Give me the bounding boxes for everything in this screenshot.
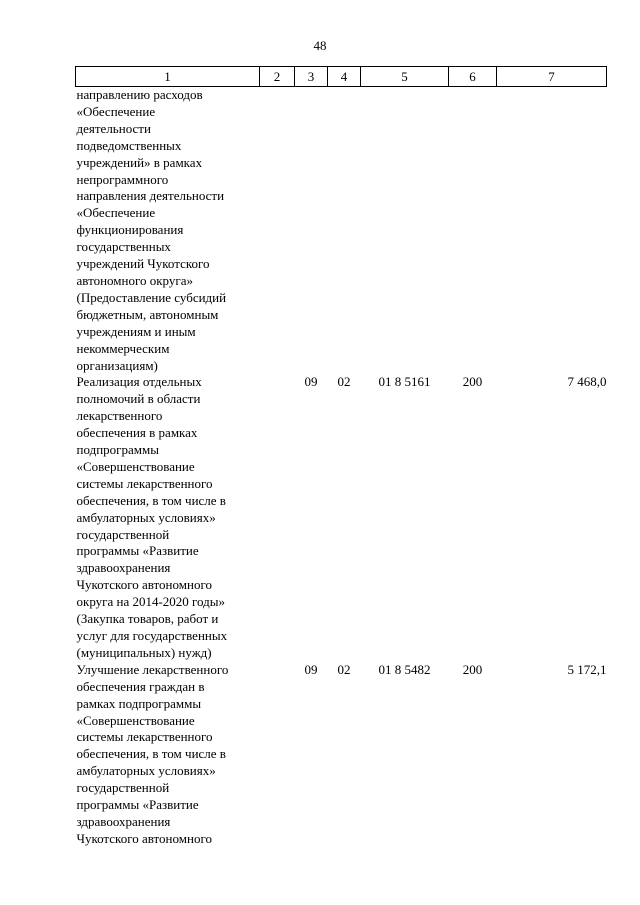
- row-name-line: подпрограммы: [76, 442, 159, 458]
- table-row: [76, 374, 607, 661]
- row-name-line: амбулаторных условиях»: [76, 509, 216, 525]
- row-name-line: функционирования: [76, 222, 184, 238]
- row-name-line: «Совершенствование: [76, 458, 195, 474]
- row-name-line: государственной: [76, 526, 170, 542]
- row-name-line: полномочий в области: [76, 391, 201, 407]
- row-name-line: здравоохранения: [76, 813, 171, 829]
- page-number: 48: [313, 38, 327, 53]
- row-name-line: системы лекарственного: [76, 729, 213, 745]
- row-name-line: Чукотского автономного: [76, 830, 212, 846]
- row-name-line: услуг для государственных: [76, 628, 228, 643]
- row-col-2-cell: [260, 662, 295, 848]
- budget-table: [75, 66, 607, 848]
- table-body: [76, 87, 607, 848]
- row-subsection-cell: 02: [337, 661, 351, 677]
- row-name-cell: [76, 662, 260, 848]
- row-name-line: (Закупка товаров, работ и: [76, 611, 219, 627]
- row-target-article-cell: 01 8 5161: [378, 374, 431, 390]
- row-name-line: учреждений Чукотского: [76, 256, 210, 272]
- row-name-cell: [76, 87, 260, 375]
- row-name-line: непрограммного: [76, 171, 169, 187]
- row-name-line: «Совершенствование: [76, 712, 195, 728]
- row-name-line: рамках подпрограммы: [76, 695, 202, 711]
- row-name-line: государственной: [76, 780, 170, 796]
- row-name-line: системы лекарственного: [76, 475, 213, 491]
- header-col-5: 5: [361, 67, 449, 87]
- row-name-line: обеспечения, в том числе в: [76, 746, 226, 762]
- row-name-line: здравоохранения: [76, 560, 171, 576]
- row-name-line: государственных: [76, 239, 171, 255]
- row-amount-cell: 7 468,0: [567, 374, 607, 390]
- row-amount-cell: [497, 87, 607, 375]
- row-expense-type-cell: 200: [462, 374, 483, 390]
- row-name-line: программы «Развитие: [76, 797, 199, 813]
- table-row: [76, 87, 607, 375]
- row-name-line: организациям): [76, 357, 158, 373]
- row-name-line: обеспечения граждан в: [76, 678, 205, 694]
- row-name-line: учреждений» в рамках: [76, 154, 203, 170]
- header-col-4: 4: [328, 67, 361, 87]
- header-row: [76, 67, 607, 87]
- row-name-line: «Обеспечение: [76, 103, 156, 119]
- row-subsection-cell: [328, 87, 361, 375]
- row-name-line: бюджетным, автономным: [76, 306, 219, 322]
- row-name-line: автономного округа»: [76, 272, 193, 288]
- row-name-line: (муниципальных) нужд): [76, 644, 212, 660]
- row-subsection-cell: 02: [337, 374, 351, 390]
- table-row: [76, 662, 607, 848]
- row-section-cell: [295, 87, 328, 375]
- row-target-article-cell: 01 8 5482: [378, 661, 431, 677]
- row-section-cell: 09: [304, 661, 318, 677]
- row-name-line: направления деятельности: [76, 188, 225, 204]
- row-expense-type-cell: [449, 87, 497, 375]
- header-col-1: 1: [76, 67, 260, 87]
- row-name-line: Чукотского автономного: [76, 577, 212, 593]
- row-name-line: направлению расходов: [76, 87, 203, 102]
- row-name-line: программы «Развитие: [76, 543, 199, 559]
- header-col-7: 7: [497, 67, 607, 87]
- row-name-line: деятельности: [76, 120, 151, 136]
- row-name-line: Улучшение лекарственного: [76, 661, 229, 677]
- row-col-2-cell: [260, 374, 295, 661]
- row-name-line: обеспечения в рамках: [76, 425, 198, 441]
- row-name-line: обеспечения, в том числе в: [76, 492, 226, 508]
- row-name-cell: [76, 374, 260, 661]
- header-col-3: 3: [295, 67, 328, 87]
- row-name-line: Реализация отдельных: [76, 374, 202, 390]
- row-name-line: подведомственных: [76, 137, 182, 153]
- header-col-6: 6: [449, 67, 497, 87]
- header-col-2: 2: [260, 67, 295, 87]
- row-section-cell: 09: [304, 374, 318, 390]
- row-target-article-cell: [361, 87, 449, 375]
- row-name-line: учреждениям и иным: [76, 323, 196, 339]
- row-name-line: лекарственного: [76, 408, 163, 424]
- row-name-line: (Предоставление субсидий: [76, 289, 227, 305]
- row-name-line: «Обеспечение: [76, 205, 156, 221]
- row-name-line: некоммерческим: [76, 340, 170, 356]
- row-col-2-cell: [260, 87, 295, 375]
- table-header: [76, 67, 607, 87]
- row-amount-cell: 5 172,1: [567, 661, 607, 677]
- row-name-line: округа на 2014-2020 годы»: [76, 594, 226, 610]
- row-name-line: амбулаторных условиях»: [76, 763, 216, 779]
- row-expense-type-cell: 200: [462, 661, 483, 677]
